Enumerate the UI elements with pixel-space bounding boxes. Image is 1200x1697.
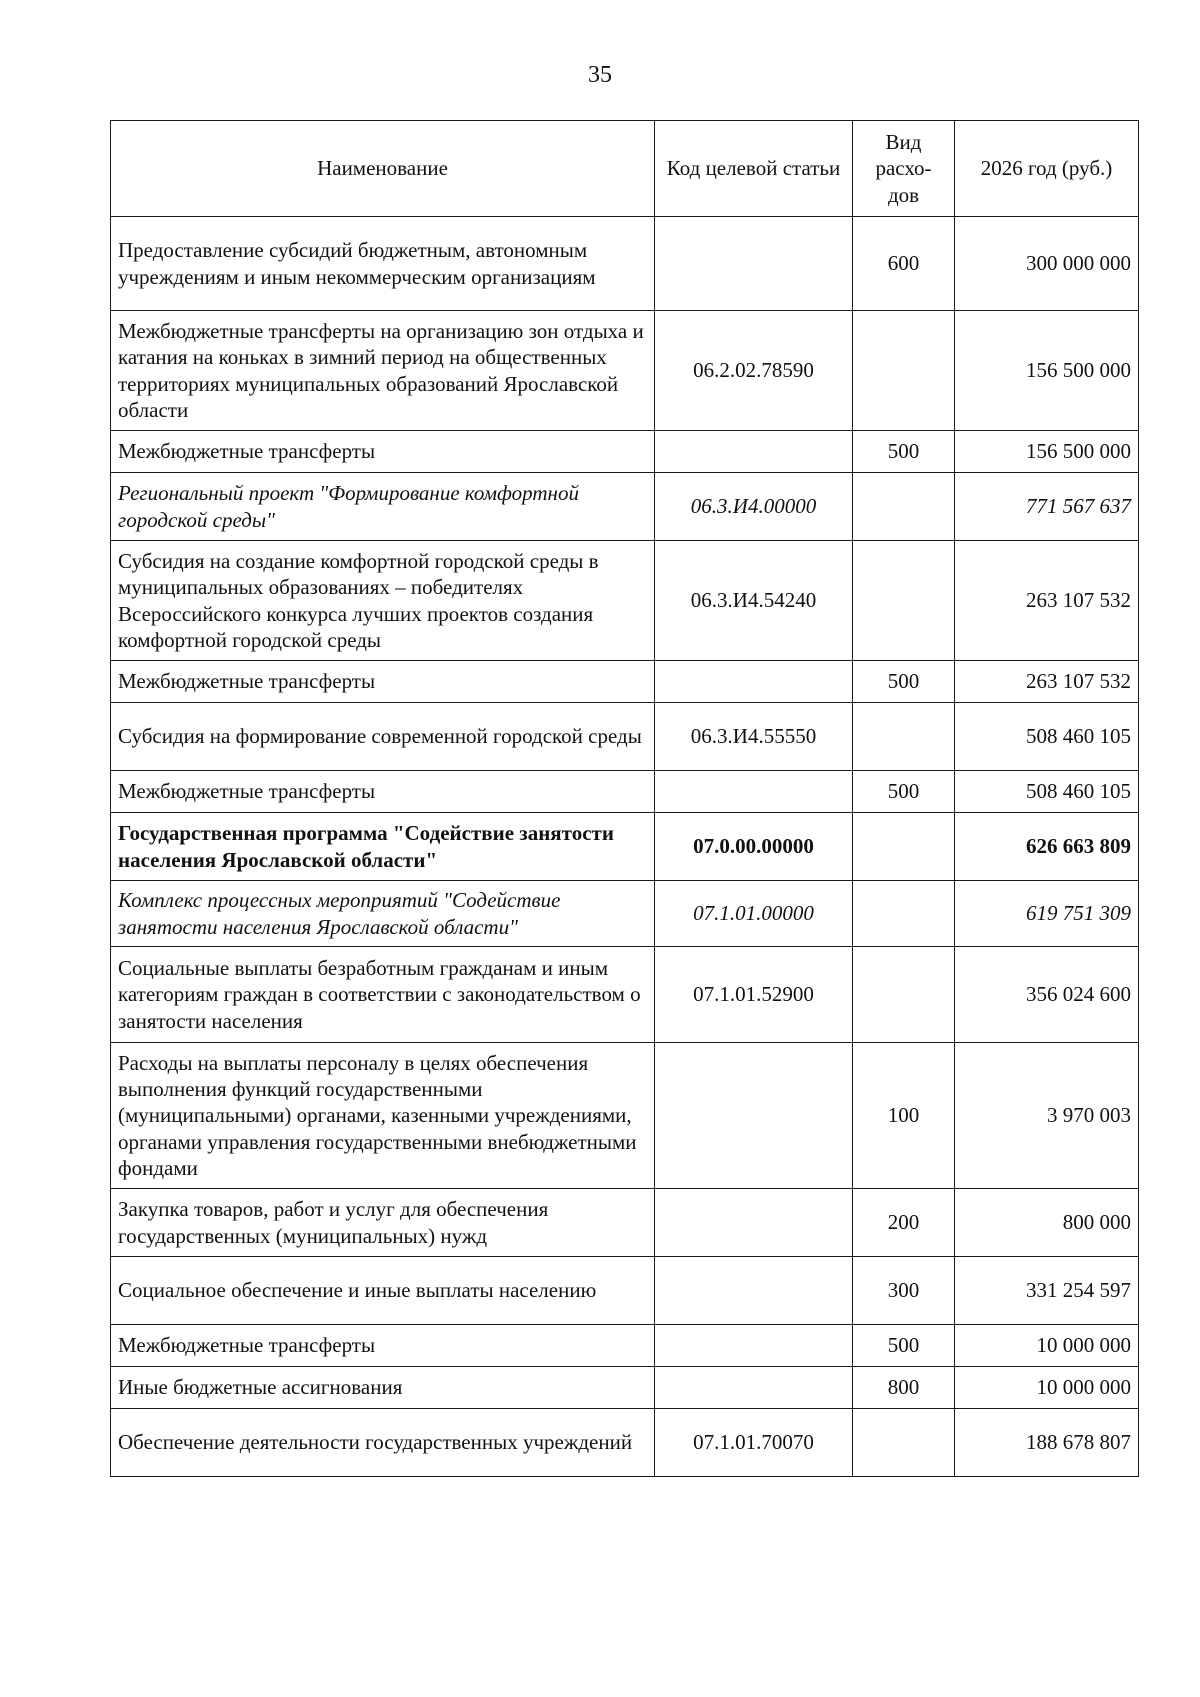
table-row	[111, 431, 1139, 473]
cell-kind: 100	[853, 1043, 955, 1189]
cell-kind	[853, 703, 955, 771]
cell-code: 06.3.И4.54240	[655, 541, 853, 661]
cell-name: Комплекс процессных мероприятий "Содействие занятости населения Ярославской области"	[111, 881, 655, 947]
cell-kind: 300	[853, 1257, 955, 1325]
cell-amount: 619 751 309	[955, 881, 1139, 947]
table-row	[111, 1325, 1139, 1367]
header-amount: 2026 год (руб.)	[955, 121, 1139, 217]
table-row	[111, 311, 1139, 431]
cell-code	[655, 1367, 853, 1409]
cell-amount: 508 460 105	[955, 703, 1139, 771]
table-row	[111, 1409, 1139, 1477]
cell-code: 07.1.01.52900	[655, 947, 853, 1043]
cell-name: Субсидия на формирование современной городской среды	[111, 703, 655, 771]
cell-amount: 10 000 000	[955, 1367, 1139, 1409]
table-row	[111, 703, 1139, 771]
page-number: 35	[588, 62, 612, 88]
cell-name: Межбюджетные трансферты	[111, 661, 655, 703]
cell-kind	[853, 541, 955, 661]
cell-amount: 356 024 600	[955, 947, 1139, 1043]
cell-name: Закупка товаров, работ и услуг для обеспечения государственных (муниципальных) нужд	[111, 1189, 655, 1257]
cell-amount: 508 460 105	[955, 771, 1139, 813]
table-row	[111, 1367, 1139, 1409]
cell-amount: 331 254 597	[955, 1257, 1139, 1325]
table-row	[111, 813, 1139, 881]
cell-code	[655, 1043, 853, 1189]
table-row	[111, 1189, 1139, 1257]
cell-code	[655, 1257, 853, 1325]
cell-amount: 626 663 809	[955, 813, 1139, 881]
cell-kind	[853, 1409, 955, 1477]
cell-amount: 300 000 000	[955, 217, 1139, 311]
cell-code	[655, 771, 853, 813]
table-row	[111, 541, 1139, 661]
cell-name: Межбюджетные трансферты	[111, 1325, 655, 1367]
cell-kind: 500	[853, 1325, 955, 1367]
header-code: Код целевой статьи	[655, 121, 853, 217]
cell-code	[655, 217, 853, 311]
table-row	[111, 217, 1139, 311]
cell-name: Межбюджетные трансферты на организацию зон отдыха и катания на коньках в зимний период на общественных территориях муниципальных образований Ярославской области	[111, 311, 655, 431]
cell-name: Региональный проект "Формирование комфортной городской среды"	[111, 473, 655, 541]
cell-amount: 800 000	[955, 1189, 1139, 1257]
cell-code: 06.3.И4.00000	[655, 473, 853, 541]
cell-name: Предоставление субсидий бюджетным, автономным учреждениям и иным некоммерческим организациям	[111, 217, 655, 311]
cell-kind: 200	[853, 1189, 955, 1257]
cell-code	[655, 661, 853, 703]
cell-code: 07.1.01.00000	[655, 881, 853, 947]
cell-name: Субсидия на создание комфортной городской среды в муниципальных образованиях – победителях Всероссийского конкурса лучших проектов создания комфортной городской среды	[111, 541, 655, 661]
table-header	[111, 121, 1139, 217]
cell-amount: 771 567 637	[955, 473, 1139, 541]
cell-amount: 3 970 003	[955, 1043, 1139, 1189]
cell-code: 06.3.И4.55550	[655, 703, 853, 771]
table-row	[111, 947, 1139, 1043]
cell-code: 07.0.00.00000	[655, 813, 853, 881]
header-name: Наименование	[111, 121, 655, 217]
table-row	[111, 473, 1139, 541]
cell-kind: 500	[853, 771, 955, 813]
cell-amount: 188 678 807	[955, 1409, 1139, 1477]
cell-name: Межбюджетные трансферты	[111, 431, 655, 473]
cell-name: Обеспечение деятельности государственных учреждений	[111, 1409, 655, 1477]
cell-kind: 500	[853, 431, 955, 473]
cell-kind	[853, 473, 955, 541]
cell-code: 07.1.01.70070	[655, 1409, 853, 1477]
cell-code	[655, 1189, 853, 1257]
cell-name: Иные бюджетные ассигнования	[111, 1367, 655, 1409]
cell-kind: 500	[853, 661, 955, 703]
budget-table	[110, 120, 1139, 1477]
cell-name: Расходы на выплаты персоналу в целях обеспечения выполнения функций государственными (муниципальными) органами, казенными учреждениями, органами управления государственными внебюджетными фондами	[111, 1043, 655, 1189]
cell-amount: 156 500 000	[955, 311, 1139, 431]
table-row	[111, 1043, 1139, 1189]
cell-name: Государственная программа "Содействие занятости населения Ярославской области"	[111, 813, 655, 881]
table-body	[111, 217, 1139, 1477]
cell-amount: 156 500 000	[955, 431, 1139, 473]
cell-kind: 600	[853, 217, 955, 311]
cell-amount: 10 000 000	[955, 1325, 1139, 1367]
table-row	[111, 1257, 1139, 1325]
cell-kind	[853, 947, 955, 1043]
cell-kind	[853, 813, 955, 881]
cell-name: Межбюджетные трансферты	[111, 771, 655, 813]
cell-amount: 263 107 532	[955, 541, 1139, 661]
cell-name: Социальное обеспечение и иные выплаты населению	[111, 1257, 655, 1325]
header-row	[111, 121, 1139, 217]
cell-kind	[853, 881, 955, 947]
cell-amount: 263 107 532	[955, 661, 1139, 703]
cell-code: 06.2.02.78590	[655, 311, 853, 431]
table-row	[111, 661, 1139, 703]
cell-code	[655, 1325, 853, 1367]
cell-name: Социальные выплаты безработным гражданам и иным категориям граждан в соответствии с законодательством о занятости населения	[111, 947, 655, 1043]
header-kind: Вид расхо-дов	[853, 121, 955, 217]
cell-kind	[853, 311, 955, 431]
cell-kind: 800	[853, 1367, 955, 1409]
table-row	[111, 771, 1139, 813]
cell-code	[655, 431, 853, 473]
table-row	[111, 881, 1139, 947]
